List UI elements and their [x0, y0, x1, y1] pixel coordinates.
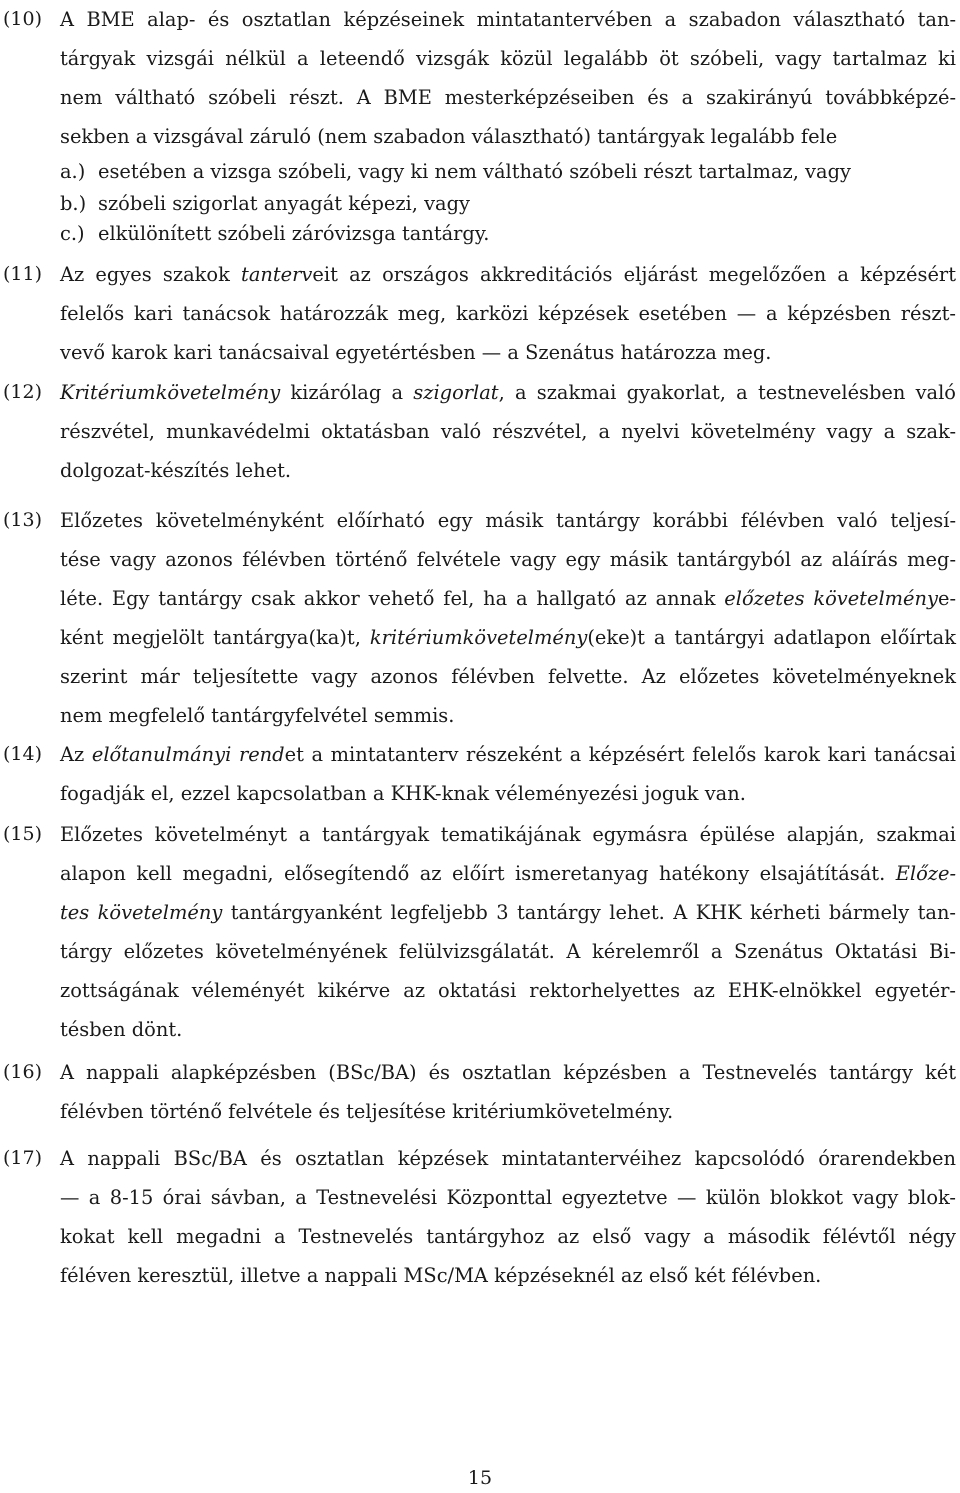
text-line	[60, 579, 956, 618]
text-run: Az egyes szakok	[60, 263, 242, 286]
text-line: Előzetes követelményt a tantárgyak tematikájának egymásra épülése alapján, szakmai	[60, 823, 956, 846]
text-line: tése vagy azonos félévben történő felvétele vagy egy másik tantárgyból az aláírás meg-	[60, 548, 956, 571]
paragraph-text	[60, 735, 956, 813]
text-line	[60, 735, 956, 774]
paragraph-text	[60, 373, 956, 490]
text-run: eit az országos akkreditációs eljárást megelőzően a képzésért	[312, 263, 956, 286]
list-text: szóbeli szigorlat anyagát képezi, vagy	[98, 192, 470, 215]
text-line: féléven keresztül, illetve a nappali MSc/MA képzéseknél az első két félévben.	[60, 1264, 822, 1287]
list-item-b	[60, 189, 470, 219]
text-line: félévben történő felvétele és teljesítése kritériumkövetelmény.	[60, 1100, 674, 1123]
list-label: c.)	[60, 222, 85, 245]
italic-term: tanterv	[241, 263, 313, 286]
text-line: — a 8-15 órai sávban, a Testnevelési Központtal egyeztetve — külön blokkot vagy blok-	[60, 1186, 956, 1209]
text-line: A BME alap- és osztatlan képzéseinek mintatantervében a szabadon választható tan-	[60, 8, 956, 31]
italic-term: Kritériumkövetelmény	[60, 381, 281, 404]
paragraph-text	[60, 1139, 956, 1295]
text-line: Előzetes követelményként előírható egy másik tantárgy korábbi félévben való teljesí-	[60, 509, 956, 532]
paragraph-number: (16)	[3, 1061, 43, 1083]
italic-term: előtanulmányi rend	[91, 743, 285, 766]
list-label: a.)	[60, 160, 86, 183]
text-line: tésben dönt.	[60, 1018, 183, 1041]
text-line: dolgozat-készítés lehet.	[60, 459, 292, 482]
text-line: nem megfelelő tantárgyfelvétel semmis.	[60, 704, 455, 727]
paragraph-text	[60, 815, 956, 1049]
text-run: alapon kell megadni, elősegítendő az előírt ismeretanyag hatékony elsajátítását.	[60, 862, 896, 885]
text-line: nem váltható szóbeli részt. A BME mesterképzéseiben és a szakirányú továbbképzé-	[60, 86, 956, 109]
text-line: sekben a vizsgával záruló (nem szabadon választható) tantárgyak legalább fele	[60, 125, 838, 148]
text-line	[60, 255, 956, 294]
text-run: , a szakmai gyakorlat, a testnevelésben való	[498, 381, 956, 404]
text-run: (eke)t a tantárgyi adatlapon előírtak	[587, 626, 956, 649]
text-run: kizárólag a	[280, 381, 414, 404]
list-text: elkülönített szóbeli záróvizsga tantárgy.	[98, 222, 490, 245]
italic-term: Előze-	[895, 862, 956, 885]
text-run: tantárgyanként legfeljebb 3 tantárgy lehet. A KHK kérheti bármely tan-	[222, 901, 956, 924]
list-label: b.)	[60, 192, 87, 215]
paragraph-text	[60, 0, 956, 156]
italic-term: kritériumkövetelmény	[369, 626, 588, 649]
italic-term: szigorlat	[413, 381, 499, 404]
text-line: zottságának véleményét kikérve az oktatási rektorhelyettes az EHK-elnökkel egyetér-	[60, 979, 956, 1002]
text-run: ként megjelölt tantárgya(ka)t,	[60, 626, 370, 649]
paragraph-number: (12)	[3, 381, 43, 403]
text-line: fogadják el, ezzel kapcsolatban a KHK-knak véleményezési joguk van.	[60, 782, 746, 805]
paragraph-number: (10)	[3, 8, 43, 30]
list-item-a	[60, 157, 851, 187]
italic-term: előzetes követelmény	[724, 587, 938, 610]
text-line	[60, 854, 956, 893]
paragraph-text	[60, 255, 956, 372]
text-line: részvétel, munkavédelmi oktatásban való részvétel, a nyelvi követelmény vagy a szak-	[60, 420, 956, 443]
paragraph-text	[60, 501, 956, 735]
text-line	[60, 893, 956, 932]
text-line	[60, 373, 956, 412]
text-run: léte. Egy tantárgy csak akkor vehető fel, ha a hallgató az annak	[60, 587, 725, 610]
text-line: kokat kell megadni a Testnevelés tantárgyhoz az első vagy a második félévtől négy	[60, 1225, 956, 1248]
text-line	[60, 618, 956, 657]
italic-term: tes követelmény	[60, 901, 223, 924]
paragraph-text	[60, 1053, 956, 1131]
text-line: A nappali alapképzésben (BSc/BA) és osztatlan képzésben a Testnevelés tantárgy két	[60, 1061, 956, 1084]
paragraph-number: (13)	[3, 509, 43, 531]
text-line: tárgyak vizsgái nélkül a leteendő vizsgák közül legalább öt szóbeli, vagy tartalmaz ki	[60, 47, 956, 70]
paragraph-number: (17)	[3, 1147, 43, 1169]
list-text: esetében a vizsga szóbeli, vagy ki nem váltható szóbeli részt tartalmaz, vagy	[98, 160, 851, 183]
paragraph-number: (14)	[3, 743, 43, 765]
text-run: et a mintatanterv részeként a képzésért felelős karok kari tanácsai	[284, 743, 956, 766]
text-run: Az	[60, 743, 92, 766]
text-line: szerint már teljesítette vagy azonos félévben felvette. Az előzetes követelményeknek	[60, 665, 956, 688]
paragraph-number: (15)	[3, 823, 43, 845]
text-line: felelős kari tanácsok határozzák meg, karközi képzések esetében — a képzésben részt-	[60, 302, 956, 325]
text-line: vevő karok kari tanácsaival egyetértésben — a Szenátus határozza meg.	[60, 341, 772, 364]
page-number: 15	[467, 1467, 493, 1489]
text-line: tárgy előzetes követelményének felülvizsgálatát. A kérelemről a Szenátus Oktatási Bi-	[60, 940, 956, 963]
text-run: e-	[937, 587, 956, 610]
list-item-c	[60, 219, 489, 249]
text-line: A nappali BSc/BA és osztatlan képzések mintatantervéihez kapcsolódó órarendekben	[60, 1147, 956, 1170]
paragraph-number: (11)	[3, 263, 43, 285]
